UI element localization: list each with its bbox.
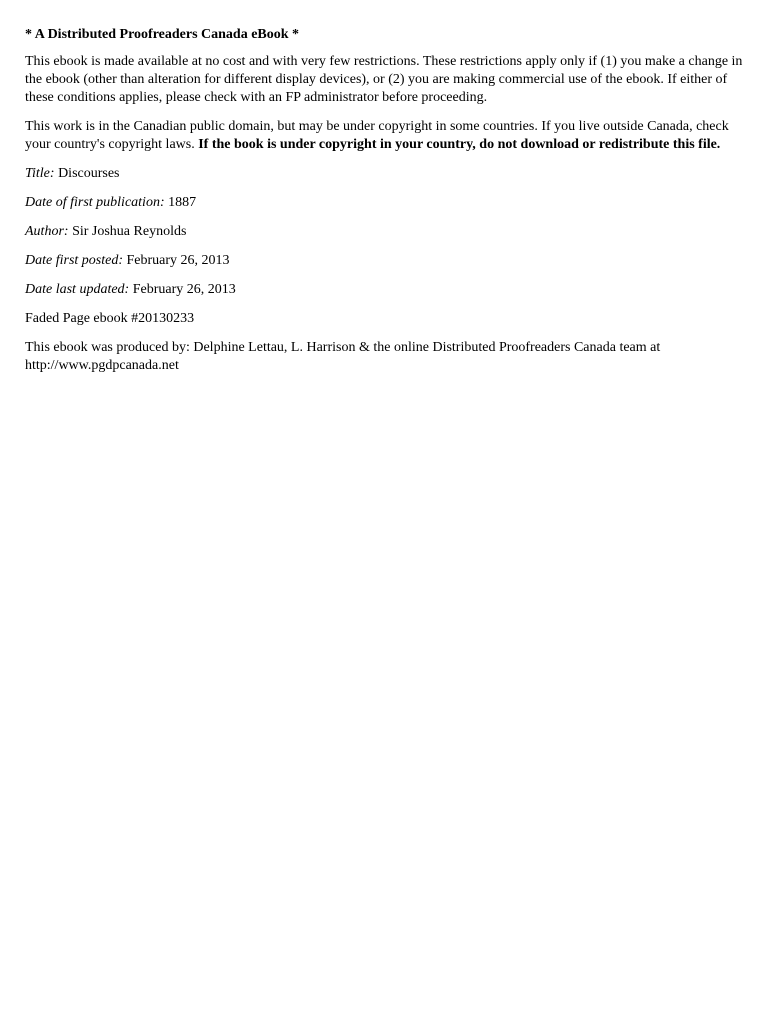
field-first-publication-label: Date of first publication: — [25, 195, 165, 210]
field-first-posted — [25, 252, 743, 270]
field-first-publication — [25, 194, 743, 212]
ebook-number: Faded Page ebook #20130233 — [25, 311, 195, 326]
field-title — [25, 165, 743, 183]
field-last-updated-value: February 26, 2013 — [132, 282, 236, 297]
field-author-value: Sir Joshua Reynolds — [72, 224, 187, 239]
field-title-label: Title: — [25, 166, 55, 181]
usage-notice: This ebook is made available at no cost and with very few restrictions. These restrictions apply only if (1) you make a change in the ebook (other than alteration for different display devices), or (2) you are making commercial use of the ebook. If either of these conditions applies, please check with an FP administrator before proceeding. — [25, 54, 743, 105]
field-title-value: Discourses — [58, 166, 120, 181]
ebook-heading: * A Distributed Proofreaders Canada eBook * — [25, 27, 300, 42]
field-author — [25, 223, 743, 241]
field-first-publication-value: 1887 — [168, 195, 197, 210]
copyright-notice — [25, 118, 743, 154]
copyright-text: This work is in the Canadian public domain, but may be under copyright in some countries. If you live outside Canada, check your country's copyright laws. — [25, 119, 729, 152]
field-last-updated-label: Date last updated: — [25, 282, 130, 297]
field-author-label: Author: — [25, 224, 69, 239]
field-last-updated — [25, 281, 743, 299]
produced-by: This ebook was produced by: Delphine Lettau, L. Harrison & the online Distributed Proofreaders Canada team at http://www.pgdpcanada.net — [25, 340, 661, 373]
ebook-header-page — [25, 26, 743, 386]
copyright-warning: If the book is under copyright in your country, do not download or redistribute this file. — [198, 137, 721, 152]
field-first-posted-value: February 26, 2013 — [126, 253, 230, 268]
field-first-posted-label: Date first posted: — [25, 253, 123, 268]
